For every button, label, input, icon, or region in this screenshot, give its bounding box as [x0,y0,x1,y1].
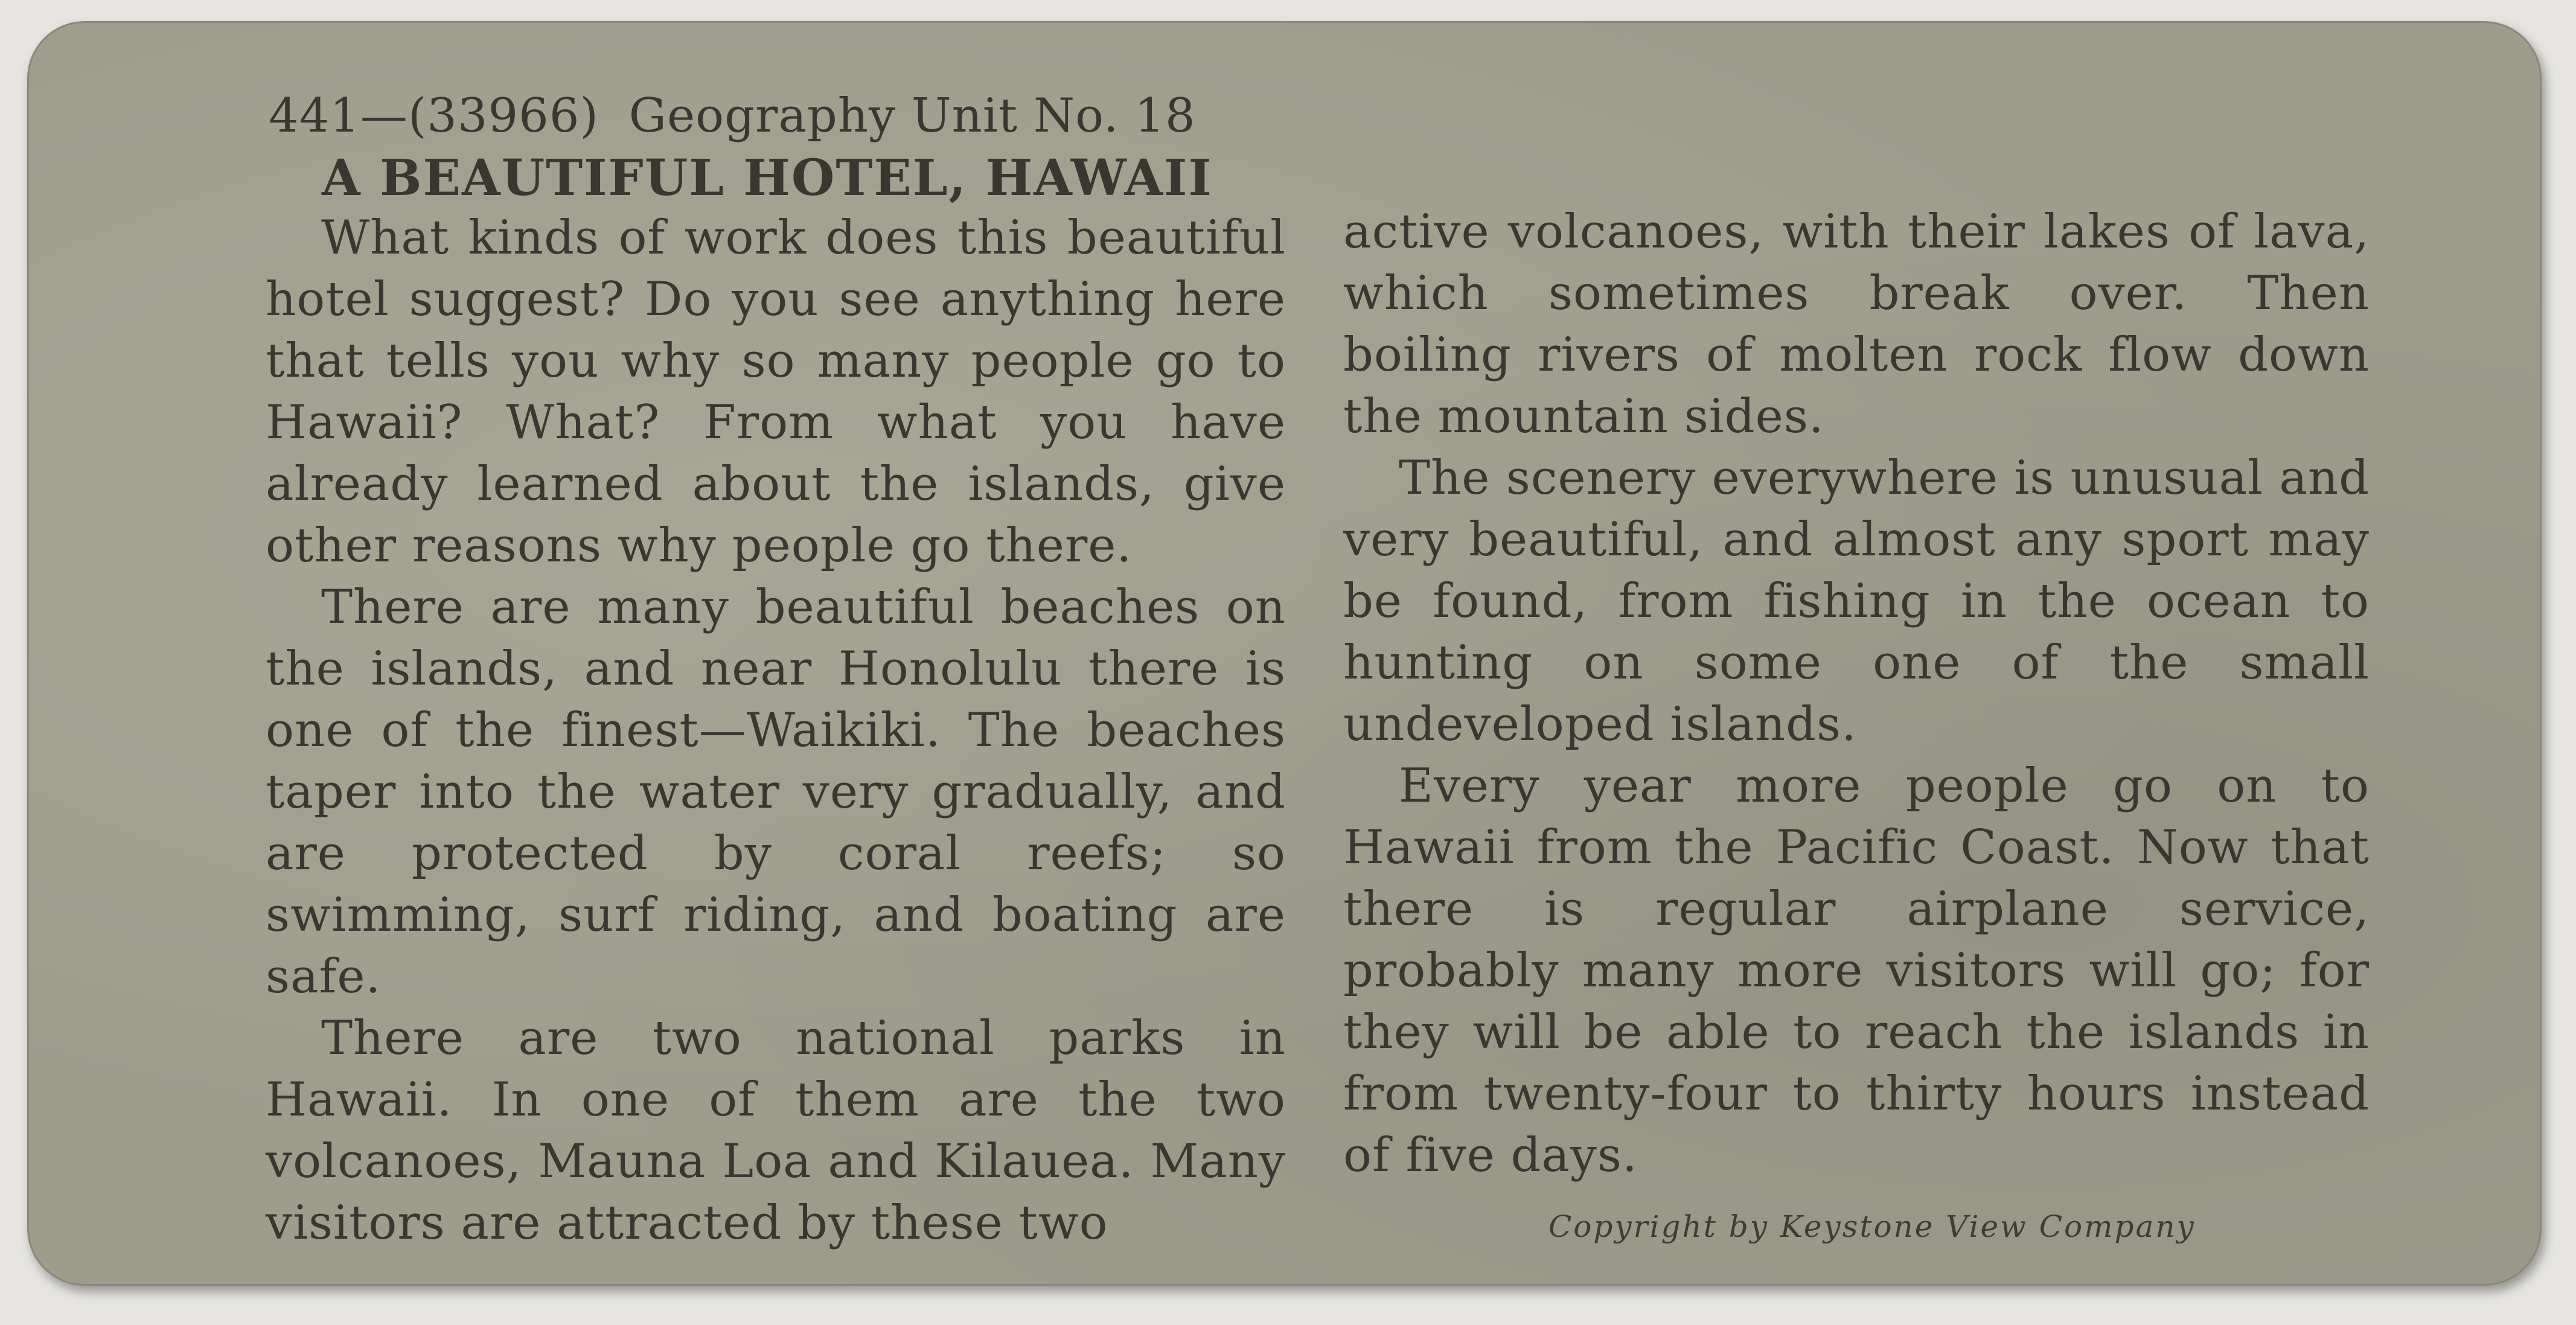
unit-label: Geography Unit No. 18 [628,89,1196,143]
paragraph: Every year more people go on to Hawaii from the Pacific Coast. Now that there is regular airplane service, probably many more visitors will go; for they will be able to reach the islands in from twenty-four to thirty hours instead of five days. [1343,759,2370,1183]
copyright-notice: Copyright by Keystone View Company [1548,1209,2196,1244]
paragraph: What kinds of work does this beautiful hotel suggest? Do you see anything here that tells you why so many people go to Hawaii? What? From what you have already learned about the islands, give other reasons why people go there. [266,211,1286,573]
card-number: 441—(33966) [269,89,599,143]
left-column [266,207,1286,1254]
stereoview-card-back [27,21,2542,1286]
card-header [269,89,1196,143]
paragraph: The scenery everywhere is unusual and very beautiful, and almost any sport may be found, from fishing in the ocean to hunting on some one of the small undeveloped islands. [1343,451,2370,752]
paragraph: There are many beautiful beaches on the islands, and near Honolulu there is one of the finest—Waikiki. The beaches taper into the water very gradually, and are protected by coral reefs; so swimming, surf riding, and boating are safe. [266,580,1286,1004]
card-title: A BEAUTIFUL HOTEL, HAWAII [322,149,1213,207]
paragraph: There are two national parks in Hawaii. In one of them are the two volcanoes, Mauna Loa and Kilauea. Many visitors are attracted by these two [266,1011,1286,1250]
right-column [1343,201,2370,1186]
paragraph: active volcanoes, with their lakes of lava, which sometimes break over. Then boiling rivers of molten rock flow down the mountain sides. [1343,205,2370,444]
